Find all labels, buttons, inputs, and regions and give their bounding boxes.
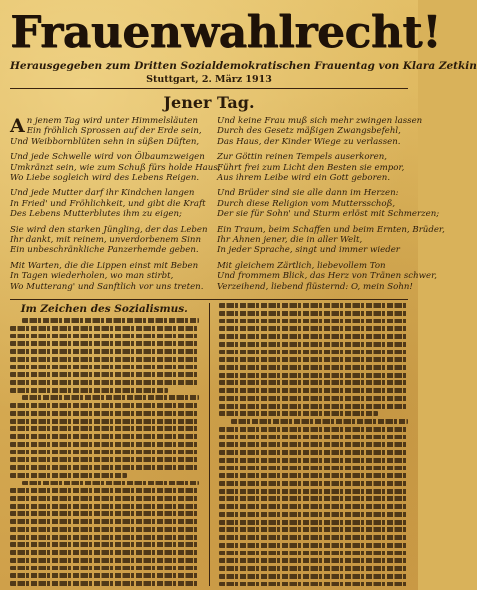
poem-line: Ein fröhlich Sprossen auf der Erde sein, bbox=[26, 126, 202, 137]
stanza bbox=[10, 116, 205, 147]
article-body-illegible bbox=[10, 318, 199, 586]
poem-line: Durch diese Religion vom Muttersschoß, bbox=[217, 198, 396, 209]
stanza bbox=[217, 116, 423, 147]
column-separator bbox=[209, 303, 210, 586]
poem-line: Aus ihrem Leibe wird ein Gott geboren. bbox=[217, 173, 391, 184]
poem-line: Mit gleichem Zärtlich, liebevollem Ton bbox=[217, 260, 386, 271]
article-heading: Im Zeichen des Sozialismus. bbox=[20, 303, 188, 316]
poem-line: Und jede Mutter darf ihr Kindchen langen bbox=[10, 188, 195, 199]
poem-line: n jenem Tag wird unter Himmelsläuten bbox=[26, 116, 198, 126]
poem-line: Und frommem Blick, das Herz von Tränen schwer, bbox=[217, 271, 437, 282]
poem-line: Das Haus, der Kinder Wiege zu verlassen. bbox=[217, 136, 401, 147]
drop-cap: A bbox=[10, 115, 25, 137]
masthead-title: Frauenwahlrecht! bbox=[10, 7, 441, 58]
poem-line: Und Weibbornblüten sehn in süßen Düften, bbox=[10, 136, 200, 147]
stanza bbox=[217, 224, 445, 256]
poem-line: Und jede Schwelle wird von Ölbaumzweigen bbox=[10, 152, 205, 163]
poem-line: Ihr dankt, mit reinem, unverdorbenem Sinn bbox=[10, 235, 202, 246]
poem-line: Umkränzt sein, wie zum Schuß fürs holde Haus, bbox=[10, 162, 221, 173]
stanza bbox=[10, 188, 205, 219]
poem-line: Und keine Frau muß sich mehr zwingen lassen bbox=[217, 116, 423, 126]
poem-line: Wo Liebe sogleich wird des Lebens Reigen. bbox=[10, 173, 200, 184]
articles bbox=[10, 303, 408, 586]
poem-line: In jeder Sprache, singt und immer wieder bbox=[217, 245, 400, 256]
article-column-left bbox=[10, 303, 199, 586]
poem-line: Mit Warten, die die Lippen einst mit Beben bbox=[10, 260, 199, 271]
poem-line: Sie wird den starken Jüngling, der das Leben bbox=[10, 224, 208, 235]
section-divider bbox=[10, 299, 408, 300]
masthead-subtitle: Herausgegeben zum Dritten Sozialdemokratischen Frauentag von Klara Zetkin bbox=[10, 60, 477, 72]
poem bbox=[10, 115, 445, 297]
poem-line: In Fried' und Fröhlichkeit, und gibt die Kraft bbox=[10, 198, 206, 209]
poem-line: Führt frei zum Licht den Besten sie empor, bbox=[217, 162, 405, 173]
poem-line: Wo Mutterang' und Sanftlich vor uns treten. bbox=[10, 281, 204, 292]
poem-line: Ein Traum, beim Schaffen und beim Ernten, Brüder, bbox=[217, 224, 445, 235]
stanza bbox=[217, 260, 437, 292]
poem-line: Zur Göttin reinen Tempels auserkoren, bbox=[217, 152, 388, 163]
poem-line: In Tagen wiederholen, wo man stirbt, bbox=[10, 271, 174, 282]
dateline: Stuttgart, 2. März 1913 bbox=[10, 74, 408, 89]
poem-line: Des Lebens Mutterblutes ihm zu eigen; bbox=[10, 209, 182, 220]
poem-line: Und Brüder sind sie alle dann im Herzen: bbox=[217, 188, 399, 199]
poem-title: Jener Tag. bbox=[163, 93, 255, 112]
poem-column-right bbox=[217, 116, 445, 297]
stanza bbox=[217, 188, 440, 220]
article-column-right bbox=[219, 303, 408, 586]
poem-line: Ihr Ahnen jener, die in aller Welt, bbox=[217, 235, 363, 246]
poem-line: Ein unbeschränkliche Panzerhemde geben. bbox=[10, 245, 199, 256]
stanza bbox=[217, 152, 412, 183]
poem-line: Der sie für Sohn' und Sturm erlöst mit Schmerzen; bbox=[217, 209, 440, 220]
poem-line: Verzeihend, liebend flüsternd: O, mein Sohn! bbox=[217, 281, 413, 292]
stanza bbox=[10, 152, 221, 184]
stanza bbox=[10, 261, 205, 292]
stanza bbox=[10, 224, 208, 256]
article-body-illegible bbox=[219, 303, 408, 586]
poem-line: Durch des Gesetz mäßigen Zwangsbefehl, bbox=[217, 126, 401, 137]
poem-column-left bbox=[10, 115, 221, 297]
